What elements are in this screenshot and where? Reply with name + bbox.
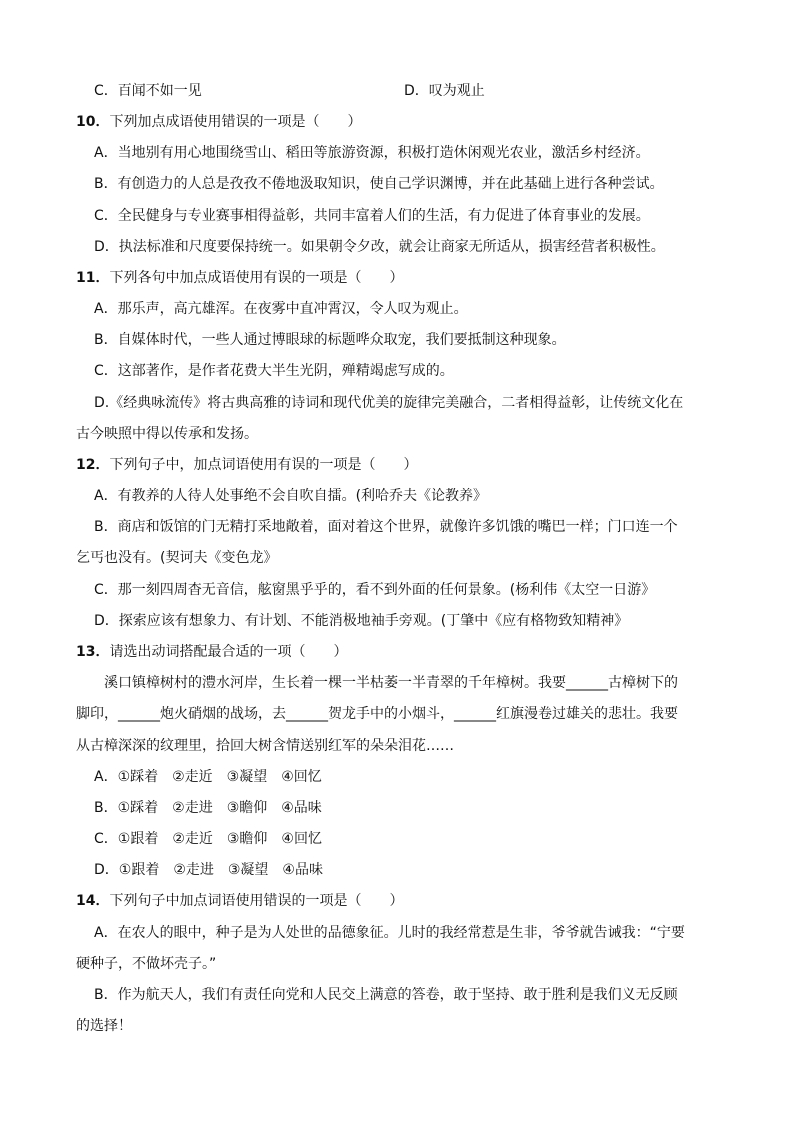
option-c: C．百闻不如一见: [94, 83, 202, 99]
question-14: [76, 891, 403, 911]
question-11: [76, 268, 403, 288]
question-stem: 下列句子中，加点词语使用有误的一项是（ ）: [109, 457, 418, 473]
q11-option-c: C．这部著作，是作者花费大半生光阴，殚精竭虑写成的。: [94, 363, 454, 379]
q12-option-c: C．那一刻四周杳无音信，舷窗黑乎乎的，看不到外面的任何景象。(杨利伟《太空一日游》: [94, 582, 656, 598]
question-13: [76, 642, 347, 662]
q13-passage-line1: 溪口镇樟树村的澧水河岸，生长着一棵一半枯萎一半青翠的千年樟树。我要______古樟树下的: [104, 675, 678, 691]
q14-option-b-line2: 的选择！: [76, 1018, 132, 1034]
question-10: [76, 112, 361, 132]
question-stem: 下列句子中加点词语使用错误的一项是（ ）: [109, 893, 404, 909]
q11-option-a: A．那乐声，高亢雄浑。在夜雾中直冲霄汉，令人叹为观止。: [94, 301, 468, 317]
q11-option-d-line1: D.《经典咏流传》将古典高雅的诗词和现代优美的旋律完美融合，二者相得益彰，让传统文化在: [94, 395, 684, 411]
q12-option-b-line1: B．商店和饭馆的门无精打采地敞着，面对着这个世界，就像许多饥饿的嘴巴一样；门口连一个: [94, 519, 678, 535]
q13-passage-line3: 从古樟深深的纹理里，拾回大树含情送别红军的朵朵泪花……: [76, 738, 454, 754]
q13-option-c: C．①跟着 ②走近 ③瞻仰 ④回忆: [94, 831, 322, 847]
question-number: 12．: [76, 457, 110, 473]
q12-option-a: A．有教养的人待人处事绝不会自吹自擂。(利哈乔夫《论教养》: [94, 488, 488, 504]
q13-option-b: B．①踩着 ②走进 ③瞻仰 ④品味: [94, 800, 322, 816]
q10-option-d: D．执法标准和尺度要保持统一。如果朝令夕改，就会让商家无所适从，损害经营者积极性。: [94, 239, 665, 255]
question-stem: 下列加点成语使用错误的一项是（ ）: [109, 114, 362, 130]
q10-option-a: A．当地别有用心地围绕雪山、稻田等旅游资源，积极打造休闲观光农业，激活乡村经济。: [94, 145, 650, 161]
q11-option-d-line2: 古今映照中得以传承和发扬。: [76, 426, 258, 442]
q14-option-a-line2: 硬种子，不做坏壳子。”: [76, 956, 217, 972]
q14-option-a-line1: A．在农人的眼中，种子是为人处世的品德象征。儿时的我经常惹是生非，爷爷就告诫我：“宁要: [94, 925, 685, 941]
question-number: 14．: [76, 893, 110, 909]
q14-option-b-line1: B．作为航天人，我们有责任向党和人民交上满意的答卷，敢于坚持、敢于胜利是我们义无反顾: [94, 987, 678, 1003]
q13-passage-line2: 脚印，______炮火硝烟的战场，去______贺龙手中的小烟斗，______红旗漫卷过雄关的悲壮。我要: [76, 706, 678, 722]
q12-option-d: D．探索应该有想象力、有计划、不能消极地袖手旁观。(丁肇中《应有格物致知精神》: [94, 613, 629, 629]
q13-option-a: A．①踩着 ②走近 ③凝望 ④回忆: [94, 769, 322, 785]
option-d: D．叹为观止: [404, 83, 485, 99]
question-number: 10．: [76, 114, 110, 130]
q11-option-b: B．自媒体时代，一些人通过博眼球的标题哗众取宠，我们要抵制这种现象。: [94, 332, 566, 348]
q13-option-d: D．①跟着 ②走进 ③凝望 ④品味: [94, 862, 323, 878]
question-number: 13．: [76, 644, 110, 660]
question-stem: 请选出动词搭配最合适的一项（ ）: [109, 644, 348, 660]
q10-option-c: C．全民健身与专业赛事相得益彰，共同丰富着人们的生活，有力促进了体育事业的发展。: [94, 208, 650, 224]
q10-option-b: B．有创造力的人总是孜孜不倦地汲取知识，使自己学识渊博，并在此基础上进行各种尝试。: [94, 176, 664, 192]
q12-option-b-line2: 乞丐也没有。(契诃夫《变色龙》: [76, 550, 278, 566]
question-stem: 下列各句中加点成语使用有误的一项是（ ）: [109, 270, 404, 286]
question-number: 11．: [76, 270, 110, 286]
question-12: [76, 455, 417, 475]
